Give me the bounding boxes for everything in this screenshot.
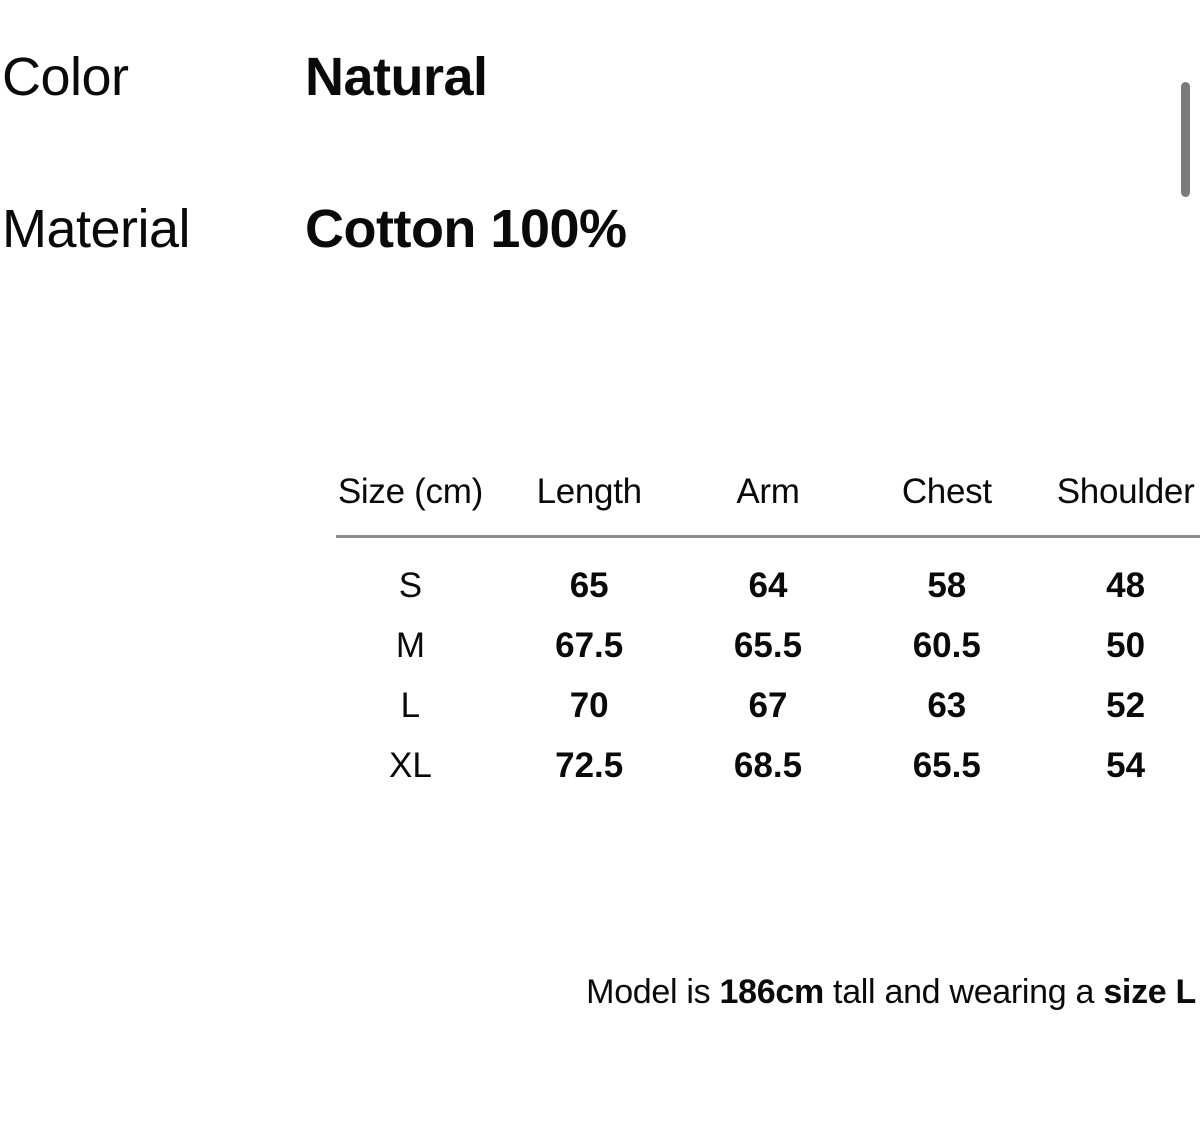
table-header-divider [336,535,1200,538]
size-cell: XL [388,746,432,785]
header-length: Length [536,472,642,511]
table-row-s [321,556,1200,616]
chest-cell: 60.5 [912,626,981,665]
model-note-text-1: Model is [586,973,720,1011]
color-label: Color [2,47,129,107]
arm-cell: 65.5 [733,626,803,665]
size-cell: L [400,686,421,725]
model-height-value: 186cm [719,973,824,1011]
scrollbar-thumb[interactable] [1181,82,1190,197]
arm-cell: 64 [748,566,788,605]
model-note-text-2: tall and wearing a [823,973,1104,1011]
size-table [321,470,1200,796]
model-note [586,972,1196,1012]
detail-row-color [0,49,1200,105]
chest-cell: 58 [927,566,967,605]
shoulder-cell: 48 [1106,566,1146,605]
detail-row-material [0,201,1200,257]
chest-cell: 65.5 [912,746,981,785]
table-row-l [321,676,1200,736]
size-table-header-row [321,470,1200,514]
header-chest: Chest [901,472,992,511]
header-size: Size (cm) [337,472,483,511]
length-cell: 65 [569,566,609,605]
length-cell: 67.5 [555,626,624,665]
table-row-xl [321,736,1200,796]
header-shoulder: Shoulder [1056,472,1195,511]
size-table-body [321,556,1200,796]
arm-cell: 67 [748,686,788,725]
arm-cell: 68.5 [733,746,803,785]
color-value: Natural [305,47,488,107]
size-cell: M [395,626,425,665]
shoulder-cell: 50 [1106,626,1146,665]
length-cell: 72.5 [555,746,624,785]
material-value: Cotton 100% [305,199,627,259]
chest-cell: 63 [927,686,967,725]
shoulder-cell: 54 [1106,746,1146,785]
header-arm: Arm [736,472,800,511]
size-cell: S [398,566,423,605]
material-label: Material [2,199,191,259]
shoulder-cell: 52 [1106,686,1146,725]
length-cell: 70 [569,686,609,725]
model-size-value: size L [1103,973,1196,1011]
table-row-m [321,616,1200,676]
